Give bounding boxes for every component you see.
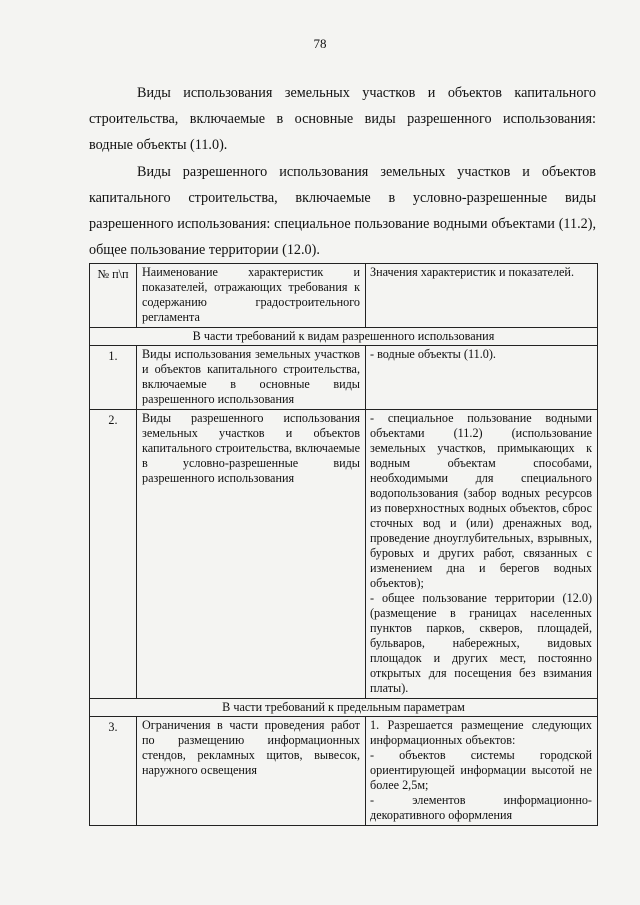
paragraph-main-uses: Виды использования земельных участков и объектов капитального строительства, включаемые в основные виды разрешенного использования: водные объекты (11.0).	[89, 85, 596, 153]
row-num: 3.	[90, 717, 137, 826]
row-num: 2.	[90, 410, 137, 699]
table-row	[90, 717, 598, 826]
value-item: - элементов информационно-декоративного оформления	[370, 793, 592, 822]
row-values	[366, 410, 598, 699]
table-row	[90, 346, 598, 410]
section-title-permitted-uses: В части требований к видам разрешенного использования	[90, 328, 598, 346]
value-item: - водные объекты (11.0).	[370, 347, 496, 361]
table-row	[90, 410, 598, 699]
regulation-table	[89, 263, 598, 826]
row-values	[366, 346, 598, 410]
value-item: 1. Разрешается размещение следующих информационных объектов:	[370, 718, 592, 747]
row-name: Виды использования земельных участков и объектов капитального строительства, включаемые в основные виды разрешенного использования	[137, 346, 366, 410]
header-values: Значения характеристик и показателей.	[366, 264, 598, 328]
table-header-row	[90, 264, 598, 328]
header-num: № п\п	[90, 264, 137, 328]
value-item: - общее пользование территории (12.0) (размещение в границах населенных пунктов парков, скверов, площадей, бульваров, набережных, видовых площадок и других мест, постоянно открытых для посещения без взимания платы).	[370, 591, 592, 695]
row-name: Виды разрешенного использования земельных участков и объектов капитального строительства, включаемые в условно-разрешенные виды разрешенного использования	[137, 410, 366, 699]
value-item: - специальное пользование водными объектами (11.2) (использование земельных участков, примыкающих к водным объектам способами, необходимыми для специального водопользования (забор водных ресурсов из поверхностных водных объектов, сброс сточных вод и (или) дренажных вод, проведение дноуглубительных, взрывных, буровых и других работ, связанных с изменением дна и берегов водных объектов);	[370, 411, 592, 590]
row-num: 1.	[90, 346, 137, 410]
row-name: Ограничения в части проведения работ по размещению информационных стендов, рекламных щитов, вывесок, наружного освещения	[137, 717, 366, 826]
value-item: - объектов системы городской ориентирующей информации высотой не более 2,5м;	[370, 748, 592, 792]
section-row	[90, 699, 598, 717]
section-title-limit-parameters: В части требований к предельным параметрам	[90, 699, 598, 717]
section-row	[90, 328, 598, 346]
header-name: Наименование характеристик и показателей, отражающих требования к содержанию градостроительного регламента	[137, 264, 366, 328]
paragraph-conditional-uses: Виды разрешенного использования земельных участков и объектов капитального строительства, включаемые в условно-разрешенные виды разрешенного использования: специальное пользование водными объектами (11.2), общее пользование территории (12.0).	[89, 164, 596, 258]
row-values	[366, 717, 598, 826]
page-number: 78	[313, 36, 327, 51]
